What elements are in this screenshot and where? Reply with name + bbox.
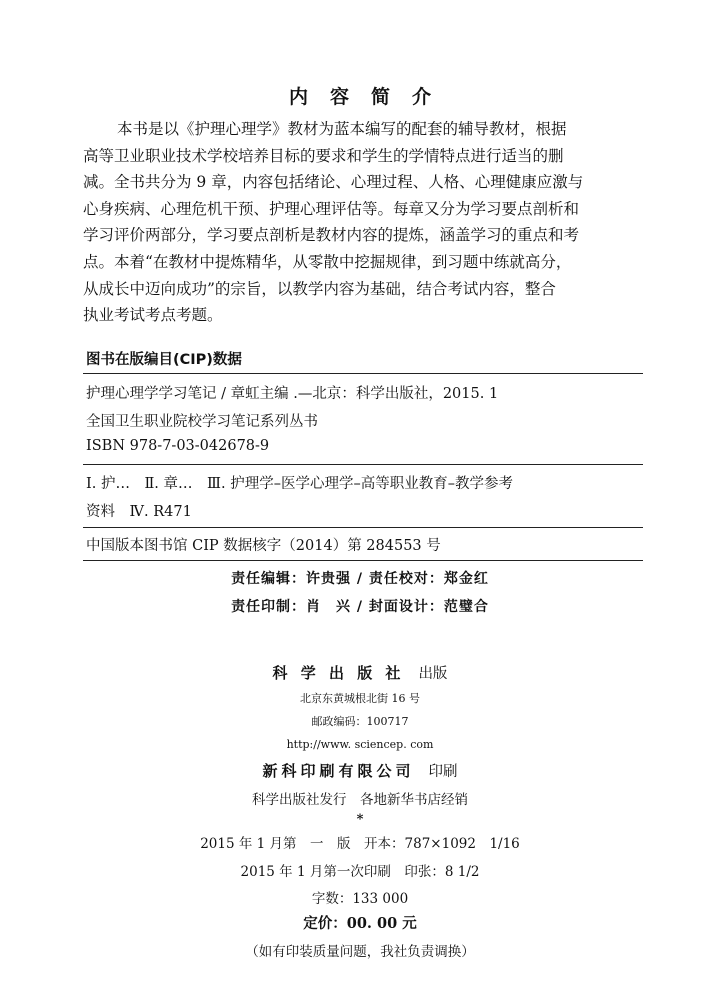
summary-line: 点。本着“在教材中提炼精华，从零散中挖掘规律，到习题中练就高分， [83, 252, 572, 271]
cip-series: 全国卫生职业院校学习笔记系列丛书 [86, 414, 318, 430]
publisher-name: 科 学 出 版 社 [272, 664, 405, 682]
cip-classification-line1: Ⅰ. 护… Ⅱ. 章… Ⅲ. 护理学–医学心理学–高等职业教育–教学参考 [86, 476, 513, 492]
printer-action: 印刷 [428, 764, 458, 780]
credits-line: 责任编辑：许贵强 / 责任校对：郑金红 [231, 571, 489, 587]
summary-line: 高等卫业职业技术学校培养目标的要求和学生的学情特点进行适当的删 [83, 146, 564, 165]
quality-notice: （如有印装质量问题，我社负责调换） [245, 944, 475, 960]
title-char: 简 [371, 86, 391, 108]
printer-line [0, 760, 720, 781]
summary-line: 学习评价两部分，学习要点剖析是教材内容的提炼，涵盖学习的重点和考 [83, 226, 580, 245]
summary-line: 本书是以《护理心理学》教材为蓝本编写的配套的辅导教材，根据 [117, 120, 567, 138]
printer-name: 新科印刷有限公司 [262, 762, 415, 780]
publisher-action: 出版 [418, 666, 448, 682]
summary-line: 心身疾病、心理危机干预、护理心理评估等。每章又分为学习要点剖析和 [83, 199, 580, 218]
word-count: 字数：133 000 [311, 891, 409, 907]
printing-line: 2015 年 1 月第一次印刷 印张：8 1/2 [240, 864, 480, 880]
separator-asterisk: * [356, 812, 364, 827]
cip-classification-line2: 资料 Ⅳ. R471 [86, 504, 192, 520]
title-char: 介 [412, 86, 432, 108]
summary-line: 执业考试考点考题。 [83, 306, 223, 325]
publisher-url: http://www. sciencep. com [286, 738, 434, 751]
summary-paragraph [83, 116, 653, 329]
publisher-address: 北京东黄城根北街 16 号 [300, 692, 420, 705]
credits-line: 责任印制：肖 兴 / 封面设计：范璧合 [231, 599, 489, 615]
summary-line: 减。全书共分为 9 章，内容包括绪论、心理过程、人格、心理健康应激与 [83, 173, 584, 192]
cip-isbn: ISBN 978-7-03-042678-9 [86, 438, 270, 454]
cip-divider [83, 464, 643, 465]
price: 定价：00. 00 元 [303, 915, 417, 932]
cip-heading: 图书在版编目(CIP)数据 [86, 352, 242, 368]
cip-library-number: 中国版本图书馆 CIP 数据核字（2014）第 284553 号 [86, 538, 441, 554]
summary-line: 从成长中迈向成功”的宗旨，以教学内容为基础，结合考试内容，整合 [83, 279, 556, 298]
title-char: 内 [288, 86, 308, 108]
page-title [0, 82, 720, 109]
cip-divider [83, 527, 643, 528]
publisher-line [0, 662, 720, 683]
cip-bottom-rule [83, 560, 643, 561]
publisher-postcode: 邮政编码：100717 [311, 715, 409, 728]
title-char: 容 [329, 86, 349, 108]
edition-line: 2015 年 1 月第 一 版 开本：787×1092 1/16 [200, 836, 520, 852]
cip-entry: 护理心理学学习笔记 / 章虹主编 .—北京：科学出版社，2015. 1 [86, 386, 499, 402]
distribution-line: 科学出版社发行 各地新华书店经销 [252, 792, 468, 808]
cip-top-rule [83, 373, 643, 374]
